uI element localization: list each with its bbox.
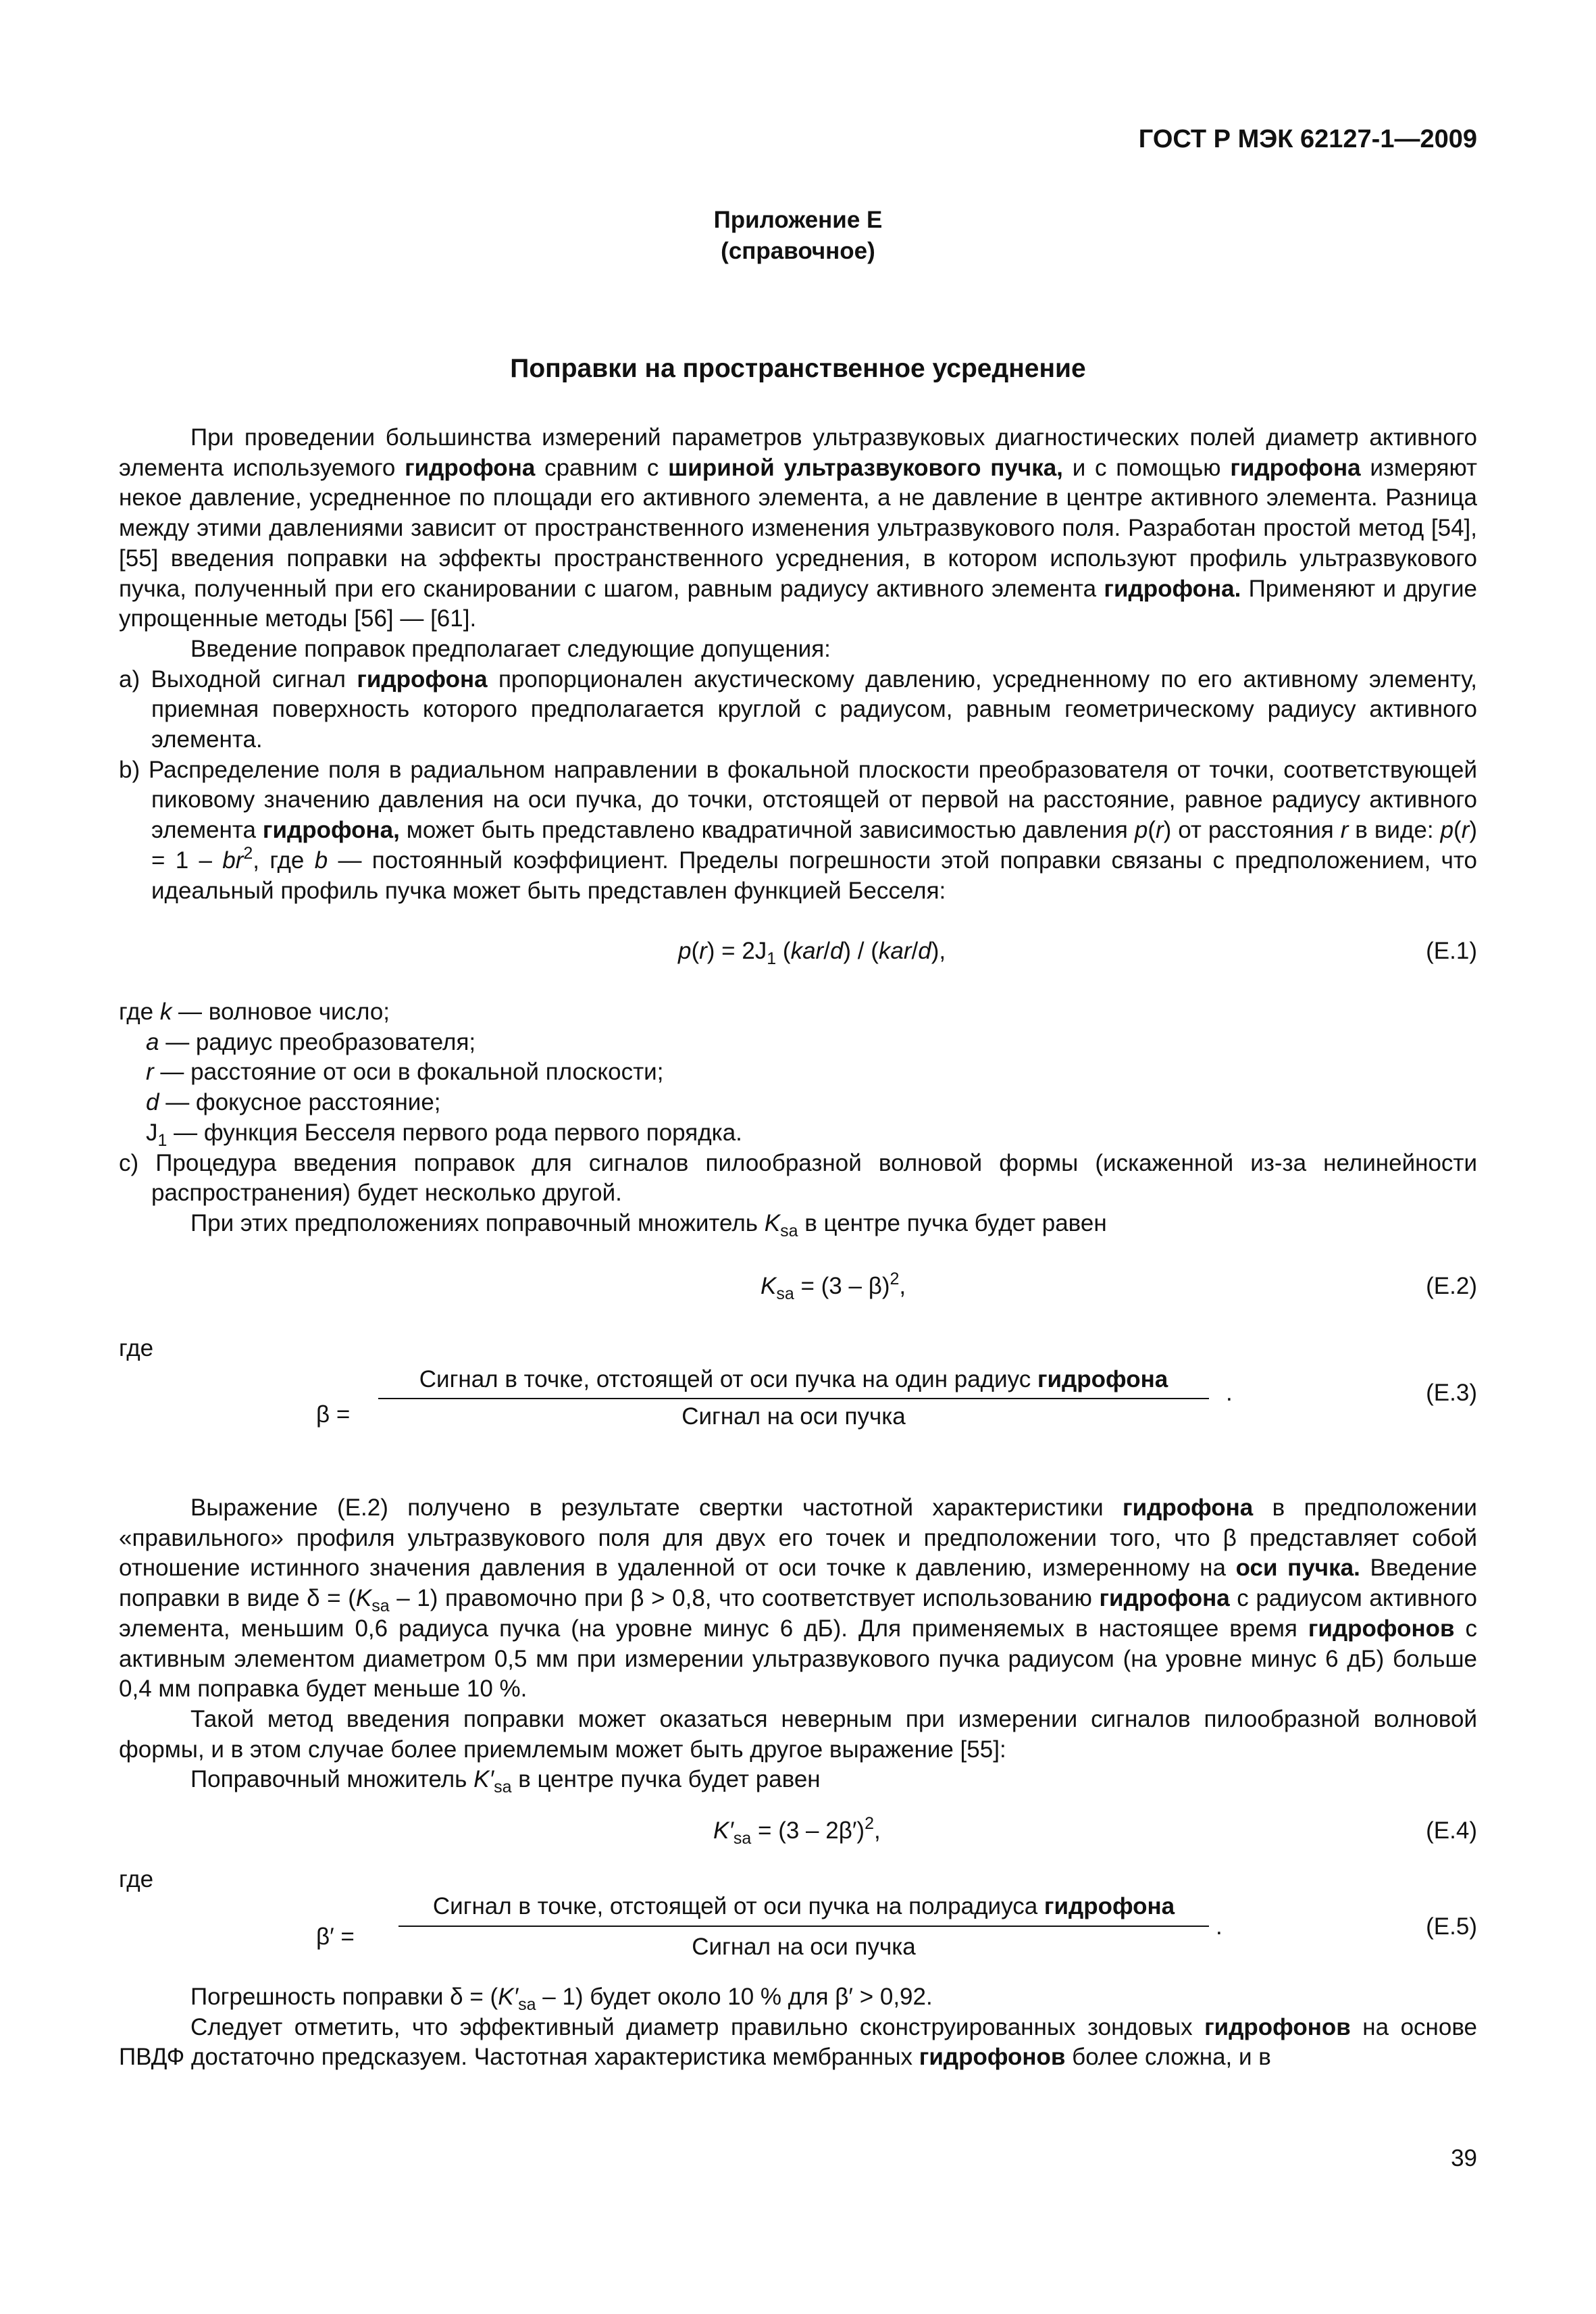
equation-e4: $K'_{sa} = (3 - 2\beta')^2$, [713,1814,881,1848]
closing-text [119,1982,1477,2073]
page-number: 39 [1451,2145,1477,2171]
paragraph: Погрешность поправки $\delta = (K'_{sa} - 1)$ будет около 10 % для β′ > 0,92. [190,1984,933,2014]
paragraph: Выражение (Е.2) получено в результате свертки частотной характеристики гидрофона в предположении «правильного» профиля ультразвукового поля для двух его точек и предположении того, что β представляет собой отношение истинного значения давления в удаленной от оси точке к давлению, измеренному на оси пучка. Введение поправки в виде $\delta = (K_{sa} - 1)$ правомочно при β > 0,8, что соответствует использованию гидрофона с радиусом активного элемента, меньшим 0,6 радиуса пучка (на уровне минус 6 дБ). Для применяемых в настоящее время гидрофонов с активным элементом диаметром 0,5 мм при измерении ультразвукового пучка радиусом (на уровне минус 6 дБ) больше 0,4 мм поправка будет меньше 10 %. [119,1494,1478,1703]
list-item-a: а) Выходной сигнал гидрофона пропорционален акустическому давлению, усредненному по его активному элементу, приемная поверхность которого предполагается круглой с радиусом, равным геометрическому радиусу активного элемента. [119,665,1477,753]
paragraph: При этих предположениях поправочный множитель $K_{sa}$ в центре пучка будет равен [190,1209,1107,1240]
equation-e5-dot: . [1216,1913,1222,1940]
appendix-label: Приложение Е [713,207,883,233]
list-item-b: b) Распределение поля в радиальном направлении в фокальной плоскости преобразователя от точки, соответствующей пиковому значению давления на оси пучка, до точки, отстоящей от первой на расстояние, равное радиусу активного элемента гидрофона, может быть представлено квадратичной зависимостью давления p(r) от расстояния r в виде: $p(r) = 1 - br^2$, где b — постоянный коэффициент. Пределы погрешности этой поправки связаны с предположением, что идеальный профиль пучка может быть представлен функцией Бесселя: [119,756,1477,904]
paragraph: При проведении большинства измерений параметров ультразвуковых диагностических полей диаметр активного элемента используемого гидрофона сравним с шириной ультразвукового пучка, и с помощью гидрофона измеряют некое давление, усредненное по площади его активного элемента, а не давление в центре активного элемента. Разница между этими давлениями зависит от пространственного изменения ультразвукового поля. Разработан простой метод [54], [55] введения поправки на эффекты пространственного усреднения, в котором используют профиль ультразвукового пучка, полученный при его сканировании с шагом, равным радиусу активного элемента гидрофона. Применяют и другие упрощенные методы [56] — [61]. [119,424,1477,632]
equation-number-e4: (Е.4) [1426,1817,1477,1844]
paragraph: Следует отметить, что эффективный диаметр правильно сконструированных зондовых гидрофонов на основе ПВДФ достаточно предсказуем. Частотная характеристика мембранных гидрофонов более сложна, и в [119,2013,1478,2071]
equation-e5-numerator: Сигнал в точке, отстоящей от оси пучка на полрадиуса гидрофона [432,1893,1175,1919]
where-line: a — радиус преобразователя; [146,1028,476,1055]
paragraph: Введение поправок предполагает следующие допущения: [190,635,831,662]
equation-e3-numerator: Сигнал в точке, отстоящей от оси пучка на один радиус гидрофона [419,1366,1168,1392]
equation-e3-dot: . [1226,1380,1233,1406]
equation-e5-lhs: β′ = [316,1923,355,1950]
equation-number-e5: (Е.5) [1426,1913,1477,1940]
where-line: d — фокусное расстояние; [146,1089,441,1116]
equation-number-e1: (Е.1) [1426,938,1477,964]
paragraph: Такой метод введения поправки может оказаться неверным при измерении сигналов пилообразной волновой формы, и в этом случае более приемлемым может быть другое выражение [55]: [119,1705,1477,1763]
where-line: r — расстояние от оси в фокальной плоскости; [146,1059,664,1086]
equation-e3-denominator: Сигнал на оси пучка [681,1403,906,1430]
list-item-c: с) Процедура введения поправок для сигналов пилообразной волновой формы (искаженной из-за нелинейности распространения) будет несколько другой. [119,1149,1477,1207]
document-number: ГОСТ Р МЭК 62127-1—2009 [1138,125,1477,153]
where-line: $J_1$ — функция Бесселя первого рода первого порядка. [146,1119,742,1150]
where-line: где k — волновое число; [119,999,390,1025]
paragraph: Поправочный множитель $K'_{sa}$ в центре пучка будет равен [190,1766,821,1797]
equation-e1: $p(r) = 2J_1$ (kar/d) / (kar/d), [678,938,946,968]
intro-text [119,423,1477,906]
where-label: где [119,1866,154,1892]
where-label: где [119,1335,154,1361]
appendix-type: (справочное) [721,238,875,264]
variable-definitions [119,997,1477,1239]
equation-e5-denominator: Сигнал на оси пучка [692,1934,916,1960]
section-title: Поправки на пространственное усреднение [510,354,1086,383]
fraction-line [398,1926,1209,1927]
analysis-text [119,1493,1477,1795]
equation-number-e2: (Е.2) [1426,1273,1477,1299]
fraction-line [378,1398,1209,1399]
equation-e3-lhs: β = [316,1401,351,1428]
equation-e2: $K_{sa} = (3 - \beta)^2$, [761,1269,906,1303]
equation-number-e3: (Е.3) [1426,1380,1477,1406]
